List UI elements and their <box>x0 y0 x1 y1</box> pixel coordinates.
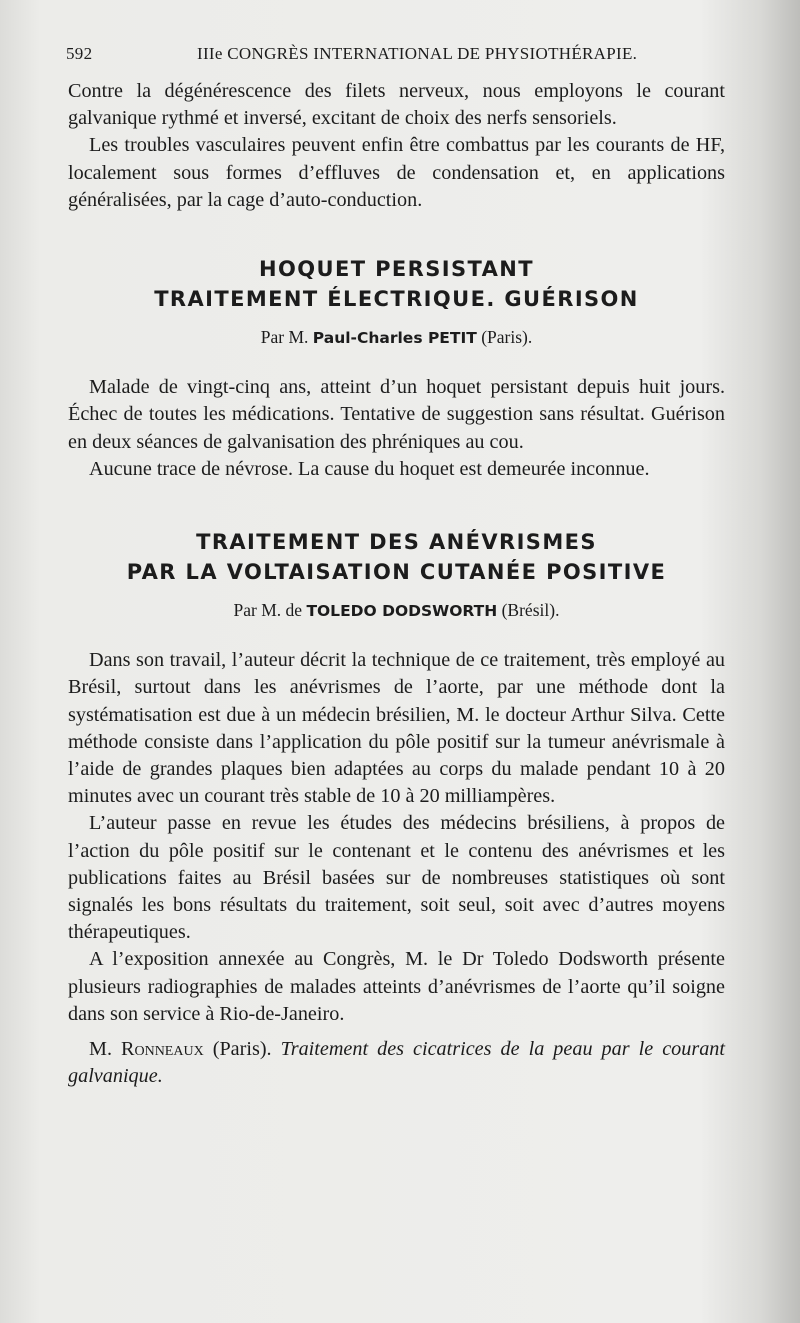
section2-title-line2: PAR LA VOLTAISATION CUTANÉE POSITIVE <box>126 560 667 585</box>
section2-byline-prefix: Par M. de <box>233 600 303 621</box>
section2-paragraph-3: A l’exposition annexée au Congrès, M. le Dr Toledo Dodsworth présente plusieurs radiographies de malades atteints d’anévrismes de l’aorte qu’il soigne dans son service à Rio-de-Janeiro. <box>68 948 725 1025</box>
final-name: Ronneaux <box>121 1038 204 1061</box>
section1-paragraph-1: Malade de vingt-cinq ans, atteint d’un hoquet persistant depuis huit jours. Échec de toutes les médications. Tentative de suggestion sans résultat. Guérison en deux séances de galvanisation des phréniques au cou. <box>68 376 725 453</box>
intro-paragraph-1: Contre la dégénérescence des filets nerveux, nous employons le courant galvanique rythmé et inversé, excitant de choix des nerfs sensoriels. <box>68 80 725 130</box>
final-entry <box>68 1036 725 1090</box>
section2-byline <box>68 597 725 625</box>
final-title: Traitement des cicatrices de la peau par le courant galvanique. <box>68 1038 725 1088</box>
intro-paragraph-2: Les troubles vasculaires peuvent enfin être combattus par les courants de HF, localement sous formes d’effluves de condensation et, en applications généralisées, par la cage d’auto-conduction. <box>68 134 725 211</box>
running-title: IIIe CONGRÈS INTERNATIONAL DE PHYSIOTHÉRAPIE. <box>197 44 638 63</box>
section1-location: (Paris). <box>481 327 533 348</box>
section2-paragraph-2: L’auteur passe en revue les études des médecins brésiliens, à propos de l’action du pôle positif sur le contenant et le contenu des anévrismes et les publications faites au Brésil basées sur de nombreuses statistiques où sont signalés les bons résultats du traitement, soit seul, soit avec d’autres moyens thérapeutiques. <box>68 812 725 944</box>
page-number: 592 <box>66 44 93 63</box>
section2-title-line1: TRAITEMENT DES ANÉVRISMES <box>196 530 597 555</box>
section1-paragraph-2: Aucune trace de névrose. La cause du hoquet est demeurée inconnue. <box>89 457 650 480</box>
final-prefix: M. <box>89 1038 112 1061</box>
section2-author: TOLEDO DODSWORTH <box>306 602 498 621</box>
section1-author: Paul-Charles PETIT <box>312 329 477 348</box>
section1-title-line1: HOQUET PERSISTANT <box>259 257 534 282</box>
section2-location: (Brésil). <box>501 600 560 621</box>
page-body <box>68 78 725 1090</box>
section2-paragraph-1: Dans son travail, l’auteur décrit la technique de ce traitement, très employé au Brésil, surtout dans les anévrismes de l’aorte, par une méthode dont la systématisation est due à un médecin brésilien, M. le docteur Arthur Silva. Cette méthode consiste dans l’application du pôle positif sur la tumeur anévrismale à l’aide de grandes plaques bien adaptées au corps du malade pendant 10 à 20 minutes avec un courant très stable de 10 à 20 milliampères. <box>68 649 725 808</box>
section1-byline-prefix: Par M. <box>260 327 309 348</box>
final-location: (Paris). <box>212 1038 272 1061</box>
section1-byline <box>68 324 725 352</box>
section1-title-line2: TRAITEMENT ÉLECTRIQUE. GUÉRISON <box>154 287 639 312</box>
